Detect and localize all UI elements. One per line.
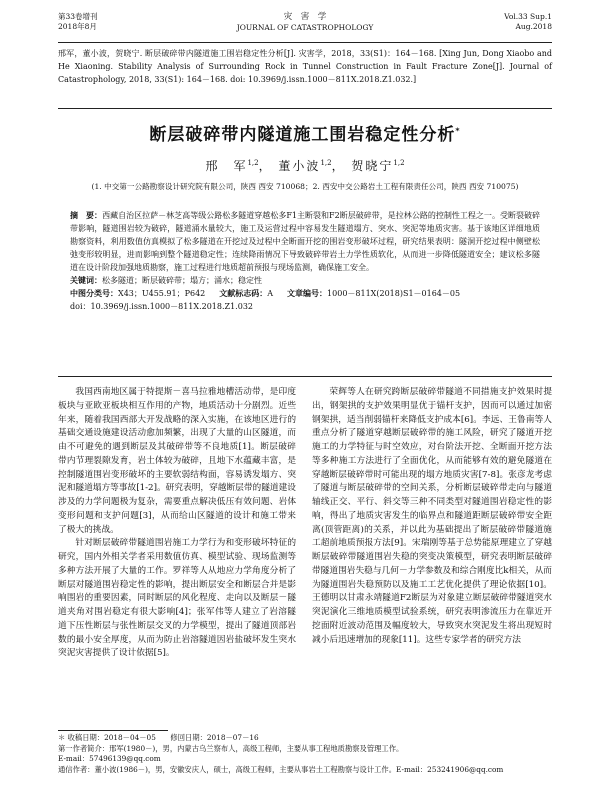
article-number-label: 文章编号： — [287, 288, 328, 298]
doi-label: doi： — [70, 301, 91, 311]
footnote-corresponding-author: 通信作者：董小波(1986－)，男，安徽安庆人，硕士，高级工程师，主要从事岩土工程勘察与设计工作。E-mail：253241906@qq.com — [58, 764, 504, 774]
abstract-section — [70, 210, 540, 314]
footnote-rule — [58, 730, 168, 731]
document-code-value: A — [267, 288, 274, 298]
classification-row — [70, 288, 540, 301]
issue-date: 2018年8月 — [58, 21, 97, 31]
issue-date-en: Aug.2018 — [515, 21, 552, 31]
abstract-rule — [58, 376, 552, 377]
header-right — [422, 12, 552, 42]
article-number-value: 1000－811X(2018)S1－0164－05 — [327, 288, 461, 298]
abstract — [70, 210, 540, 275]
keywords — [70, 275, 540, 288]
header-left — [58, 12, 188, 42]
affiliations: (1. 中交第一公路勘察设计研究院有限公司，陕西 西安 710068；2. 西安中交公路岩土工程有限责任公司，陕西 西安 710075) — [91, 182, 519, 191]
footnotes — [58, 733, 552, 775]
clc-value: X43；U455.91；P642 — [118, 288, 206, 298]
author-name: 邢 军 — [205, 159, 248, 173]
author-affiliation-mark: 1,2 — [393, 159, 405, 167]
clc-number — [70, 288, 205, 301]
author-affiliation-mark: 1,2 — [247, 159, 259, 167]
footnote-dates: ＊ 收稿日期：2018－04－05 修回日期：2018－07－16 — [58, 733, 259, 742]
body-paragraph: 我国西南地区属于特提斯－喜马拉雅地槽活动带，是印度板块与亚欧亚板块相互作用的产物，地质活动十分剧烈。近些年来，随着我国西部大开发战略的深入实施，在该地区进行的基础交通设施建设活动愈加频繁，出现了大量的山区隧道，而由不可避免的遇到断层及其破碎带等不良地质[1]。断层破碎带内节理裂隙发育，岩土体较为破碎，且地下水蕴藏丰富，是控制隧道围岩变形破坏的主要软弱结构面，容易诱发塌方、突泥和隧道塌方等事故[1-2]。研究表明，穿越断层带的隧道建设涉及的力学问题极为复杂，需要重点解决低压有效问题、岩体变形问题和支护问题[3]，从而给山区隧道的设计和施工带来了极大的挑战。 — [58, 387, 296, 535]
clc-label: 中图分类号： — [70, 288, 118, 298]
header-center — [237, 12, 374, 42]
author-affiliation-mark: 1,2 — [320, 159, 332, 167]
document-code — [219, 288, 273, 301]
header-rule — [58, 42, 552, 43]
keywords-label: 关键词： — [70, 275, 102, 285]
body-paragraph: 荣辉等人在研究跨断层破碎带隧道不同措施支护效果时提出，钢架拱的支护效果明显优于锚杆支护，因而可以通过加密钢架拱，适当削弱锚杆来降低支护成本[6]。李远、王鲁南等人重点分析了隧道穿越断层破碎带的施工风险，研究了隧道开挖施工的力学特征与时空效应，对台阶法开挖、全断面开挖方法等多种施工方法进行了全面优化，从而能够有效的避免隧道在穿越断层破碎带时可能出现的塌方地质灾害[7-8]。张彦龙考虑了隧道与断层破碎带的空间关系，分析断层破碎带走向与隧道轴线正交、平行、斜交等三种不同类型对隧道围岩稳定性的影响，得出了地质灾害发生的临界点和隧道距断层破碎带安全距离(顶管距离)的关系，并以此为基础提出了断层破碎带隧道施工超前地质预报方法[9]。宋瑞刚等基于总势能原理建立了穿越断层破碎带隧道围岩失稳的突变决策模型，研究表明断层破碎带隧道围岩失稳与几何－力学参数及和综合刚度比k相关，从而为隧道围岩失稳预防以及施工工艺优化提供了理论依据[10]。王德明以甘肃永靖隧道F2断层为对象建立断层破碎带隧道突水突泥演化三维地质模型试验系统，研究表明渗流压力在靠近开挖面附近波动范围及幅度较大，导致突水突泥发生将出现短时减小后迅速增加的现象[11]。这些专家学者的研究方法 — [312, 387, 552, 645]
journal-name-cn: 灾 害 学 — [283, 12, 327, 22]
abstract-label: 摘 要： — [70, 211, 103, 220]
body-column-left — [58, 386, 296, 661]
author-name: 董小波 — [278, 159, 321, 173]
body-column-right — [312, 386, 552, 647]
title-text: 断层破碎带内隧道施工围岩稳定性分析 — [149, 125, 456, 145]
author-list: 邢 军$^{1,2}$， 董小波$^{1,2}$， 贺晓宁$^{1,2}$ — [205, 159, 405, 173]
footnote-first-author: 第一作者简介：邢军(1980－)，男，内蒙古乌兰察布人，高级工程师，主要从事工程地质勘察及管理工作。 — [58, 743, 404, 753]
volume-info-en: Vol.33 Sup.1 — [504, 12, 552, 21]
volume-info: 第33卷增刊 — [58, 12, 98, 21]
title-footnote-mark: * — [455, 126, 461, 136]
doi-line — [70, 301, 540, 314]
footnote-first-author-email: E-mail：57496139@qq.com — [58, 754, 161, 764]
citation: 邢军，董小波，贺晓宁. 断层破碎带内隧道施工围岩稳定性分析[J]. 灾害学，2018，33(S1)：164－168. [Xing Jun, Dong Xiaobo and He Xiaoning. Stability Analysis of Surrounding Rock in Tunnel Construction in Fault Fracture Zone[J]. Journal of Catastrophology, 2018, 33(S1): 164－168. doi: 10.3969/j.issn.1000－811X.2018.Z1.032.] — [58, 49, 552, 84]
running-header — [58, 12, 552, 42]
body-paragraph: 针对断层破碎带隧道围岩施工力学行为和变形破坏特征的研究，国内外相关学者采用数值仿真、模型试验、现场监测等多种方法开展了大量的工作。罗祥等人从地应力学角度分析了断层对隧道围岩稳定性的影响，提出断层安全和断层合并是影响围岩的重要因素，同时断层的风化程度、走向以及断层－隧道夹角对围岩稳定有很大影响[4]；张军伟等人建立了岩溶隧道下压性断层与张性断层交叉的力学模型，提出了隧道顶部岩数的最小安全厚度，从而为防止岩溶隧道因岩盐破坏发生突水突泥灾害提供了设计依据[5]。 — [58, 538, 296, 659]
journal-name-en: JOURNAL OF CATASTROPHOLOGY — [236, 23, 374, 33]
paper-title — [58, 122, 552, 148]
article-number — [287, 288, 460, 301]
author-name: 贺晓宁 — [351, 159, 394, 173]
doi-value: 10.3969/j.issn.1000－811X.2018.Z1.032 — [90, 301, 253, 311]
keywords-text: 松多隧道；断层破碎带；塌方；涌水；稳定性 — [102, 275, 262, 285]
citation-rule — [58, 108, 552, 109]
abstract-text: 西藏自治区拉萨－林芝高等级公路松多隧道穿越松多F1主断裂和F2断层破碎带，是拉林公路的控制性工程之一。受断裂破碎带影响，隧道围岩较为破碎，隧道涌水量较大，施工及运营过程中容易发生隧道塌方、突水、突泥等地质灾害。基于该地区详细地质勘察资料，利用数值仿真模拟了松多隧道在开挖过及过程中全断面开挖的围岩变形破坏过程，研究结果表明：隧洞开挖过程中侧壁松弛变形较明显，进而影响到整个隧道稳定性；连续降雨情况下导致破碎带岩土力学性质软化，从而进一步降低隧道安全；建议松多隧道在设计阶段加强地质勘察，施工过程进行地质超前预报与现场监测，确保施工安全。 — [70, 211, 541, 272]
document-code-label: 文献标志码： — [219, 288, 268, 298]
